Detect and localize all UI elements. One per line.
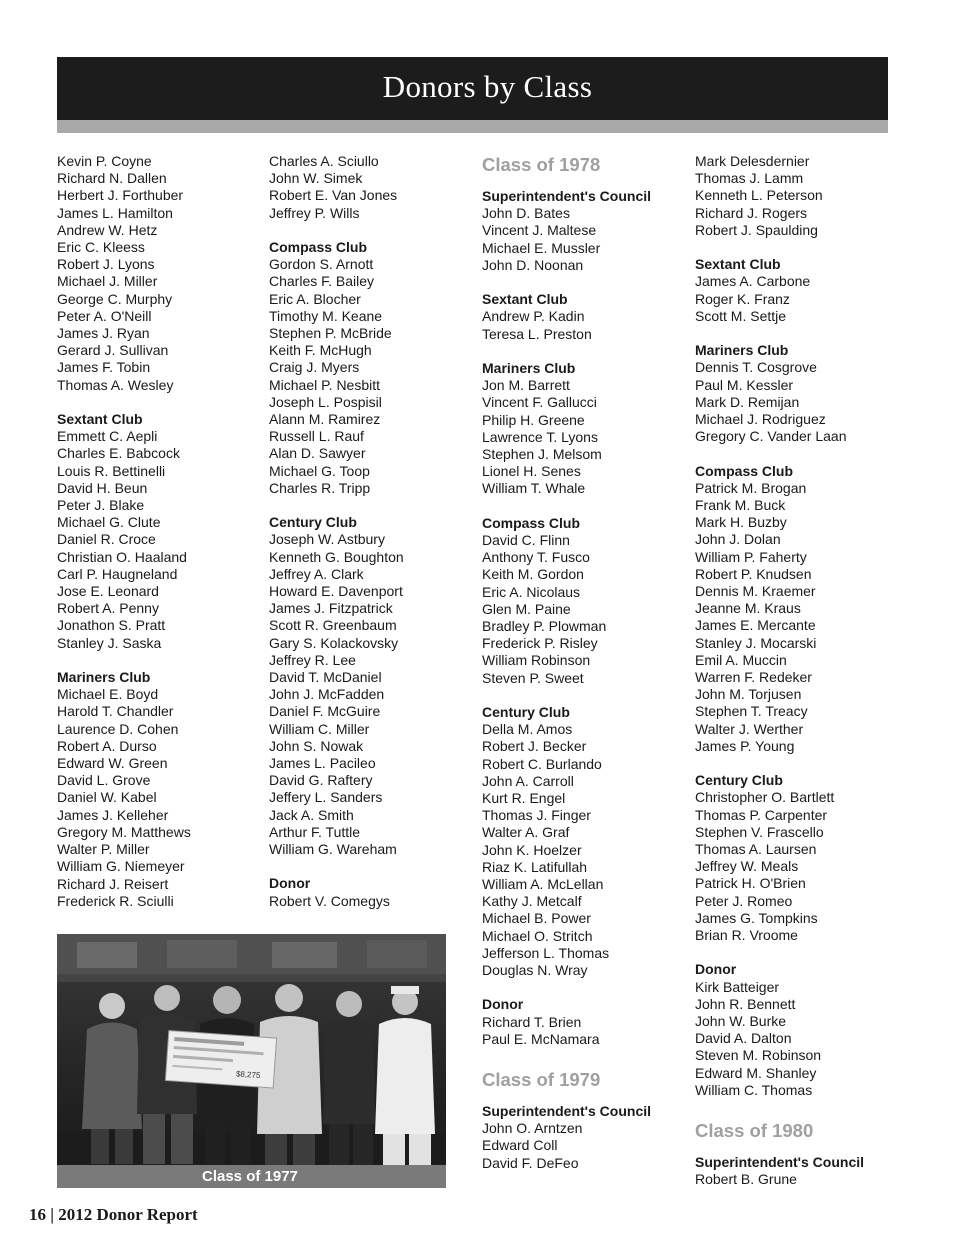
donor-name: Robert V. Comegys — [269, 892, 390, 909]
banner-underline — [57, 120, 888, 133]
donor-name: Edward M. Shanley — [695, 1064, 817, 1081]
donor-name: Robert C. Burlando — [482, 755, 602, 772]
donor-name: Michael E. Mussler — [482, 239, 601, 256]
donor-name: Jeffrey W. Meals — [695, 858, 799, 875]
section-spacer — [482, 979, 687, 996]
donor-name: Michael B. Power — [482, 910, 591, 927]
donor-name: John O. Arntzen — [482, 1120, 583, 1137]
donor-name: Dennis T. Cosgrove — [695, 359, 817, 376]
donor-name: Charles E. Babcock — [57, 445, 180, 462]
donor-name: Warren F. Redeker — [695, 669, 812, 686]
donor-name: Paul M. Kessler — [695, 376, 794, 393]
donor-name: Patrick M. Brogan — [695, 479, 807, 496]
donor-name: Robert J. Spaulding — [695, 221, 818, 238]
section-spacer — [269, 222, 474, 239]
section-spacer — [695, 325, 900, 342]
section-spacer — [482, 274, 687, 291]
donor-name: Scott M. Settje — [695, 307, 787, 324]
donor-column-2 — [269, 153, 474, 910]
donor-name: Eric C. Kleess — [57, 239, 145, 256]
donor-name: Brian R. Vroome — [695, 927, 798, 944]
section-spacer — [57, 652, 262, 669]
donor-name: James E. Mercante — [695, 617, 816, 634]
donor-name: William Robinson — [482, 652, 591, 669]
donor-name: Robert J. Becker — [482, 738, 587, 755]
donor-name: Daniel F. McGuire — [269, 703, 381, 720]
donor-name: David L. Grove — [57, 772, 151, 789]
class-spacer — [482, 1048, 687, 1068]
check-amount: $8,275 — [235, 1069, 261, 1081]
donor-name: Joseph L. Pospisil — [269, 393, 382, 410]
donor-name: Richard T. Brien — [482, 1013, 582, 1030]
donor-name: William A. McLellan — [482, 876, 604, 893]
donor-name: Michael O. Stritch — [482, 927, 593, 944]
donor-name: Anthony T. Fusco — [482, 549, 590, 566]
donor-name: David G. Raftery — [269, 772, 373, 789]
donor-name: Andrew P. Kadin — [482, 308, 585, 325]
donor-name: Edward Coll — [482, 1137, 558, 1154]
donor-name: Christian O. Haaland — [57, 548, 187, 565]
class-year-heading: Class of 1978 — [482, 154, 601, 175]
donor-name: Robert A. Penny — [57, 600, 159, 617]
donor-name: Arthur F. Tuttle — [269, 823, 361, 840]
donor-name: Gerard J. Sullivan — [57, 342, 169, 359]
giving-level-heading: Compass Club — [269, 239, 368, 255]
donor-name: James G. Tompkins — [695, 909, 818, 926]
donor-name: Alann M. Ramirez — [269, 411, 381, 428]
section-spacer — [57, 394, 262, 411]
class-year-heading: Class of 1979 — [482, 1069, 601, 1091]
donor-name: Frederick P. Risley — [482, 635, 598, 652]
giving-level-heading: Sextant Club — [57, 411, 143, 428]
class-photo — [57, 934, 446, 1188]
donor-name: Thomas A. Wesley — [57, 376, 174, 393]
giving-level-heading: Donor — [482, 996, 524, 1013]
giving-level-heading: Donor — [269, 875, 311, 892]
donor-name: Philip H. Greene — [482, 411, 585, 428]
donor-name: Keith F. McHugh — [269, 342, 372, 359]
section-spacer — [269, 858, 474, 875]
donor-name: Paul E. McNamara — [482, 1030, 600, 1047]
donor-name: Edward W. Green — [57, 755, 168, 772]
donor-name: Walter P. Miller — [57, 841, 150, 858]
donor-name: Thomas A. Laursen — [695, 841, 817, 858]
donor-name: James A. Carbone — [695, 273, 811, 290]
donor-name: Scott R. Greenbaum — [269, 617, 397, 634]
section-spacer — [482, 687, 687, 704]
donor-name: Stanley J. Saska — [57, 634, 162, 651]
donor-name: Stephen J. Melsom — [482, 446, 602, 463]
donor-name: George C. Murphy — [57, 290, 173, 307]
donor-name: Craig J. Myers — [269, 359, 360, 376]
donor-name: John W. Simek — [269, 170, 363, 187]
donor-name: Mark Delesdernier — [695, 153, 810, 169]
donor-name: Jefferson L. Thomas — [482, 944, 610, 961]
giving-level-heading: Superintendent's Council — [482, 188, 652, 204]
donor-name: Alan D. Sawyer — [269, 445, 366, 462]
section-spacer — [695, 944, 900, 961]
donor-name: Vincent F. Gallucci — [482, 394, 597, 411]
donor-name: William G. Wareham — [269, 841, 397, 858]
donor-name: Stephen P. McBride — [269, 325, 392, 342]
donor-name: Glen M. Paine — [482, 600, 571, 617]
donor-name: Gregory C. Vander Laan — [695, 428, 847, 445]
donor-name: John J. Dolan — [695, 531, 781, 548]
donor-name: Walter A. Graf — [482, 824, 570, 841]
donor-name: Richard J. Rogers — [695, 204, 808, 221]
donor-name: John M. Torjusen — [695, 686, 802, 703]
donor-name: John W. Burke — [695, 1013, 787, 1030]
donor-name: William P. Faherty — [695, 548, 807, 565]
donor-name: James J. Kelleher — [57, 806, 169, 823]
page-title: Donors by Class — [382, 69, 593, 104]
donor-name: Lawrence T. Lyons — [482, 428, 598, 445]
group-photo-illustration — [57, 934, 446, 1188]
donor-name: Michael P. Nesbitt — [269, 376, 381, 393]
donor-name: Jeanne M. Kraus — [695, 600, 801, 617]
giving-level-heading: Sextant Club — [482, 291, 568, 308]
giving-level-heading: Century Club — [482, 704, 570, 721]
donor-name: Kathy J. Metcalf — [482, 893, 582, 910]
donor-name: Daniel R. Croce — [57, 531, 156, 548]
donor-name: Dennis M. Kraemer — [695, 583, 816, 600]
donor-name: Kenneth G. Boughton — [269, 548, 404, 565]
donor-name: William G. Niemeyer — [57, 858, 185, 875]
donor-name: Charles F. Bailey — [269, 273, 375, 290]
donor-name: Joseph W. Astbury — [269, 531, 385, 548]
donor-name: David F. DeFeo — [482, 1154, 579, 1171]
donor-name: Kurt R. Engel — [482, 790, 566, 807]
photo-caption: Class of 1977 — [57, 1165, 446, 1188]
donor-name: James J. Ryan — [57, 325, 150, 342]
donor-name: James J. Fitzpatrick — [269, 600, 393, 617]
donor-name: John R. Bennett — [695, 995, 796, 1012]
donor-name: Thomas J. Lamm — [695, 170, 804, 187]
giving-level-heading: Compass Club — [482, 514, 581, 531]
donor-name: Kenneth L. Peterson — [695, 187, 823, 204]
donor-name: James L. Hamilton — [57, 204, 173, 221]
donor-name: Eric A. Nicolaus — [482, 583, 581, 600]
donor-name: Kirk Batteiger — [695, 978, 780, 995]
donor-name: William C. Thomas — [695, 1081, 813, 1098]
donor-name: Teresa L. Preston — [482, 325, 592, 342]
section-spacer — [695, 445, 900, 462]
donor-name: Robert A. Durso — [57, 737, 157, 754]
donor-name: Frederick R. Sciulli — [57, 892, 174, 909]
donor-name: Roger K. Franz — [695, 290, 790, 307]
donor-name: Lionel H. Senes — [482, 463, 581, 480]
donor-name: David T. McDaniel — [269, 669, 382, 686]
donor-name: Thomas P. Carpenter — [695, 806, 828, 823]
donor-name: Gregory M. Matthews — [57, 823, 191, 840]
donor-name: Stephen T. Treacy — [695, 703, 808, 720]
donor-name: Michael J. Miller — [57, 273, 158, 290]
giving-level-heading: Donor — [695, 961, 737, 978]
donor-name: John J. McFadden — [269, 686, 385, 703]
page-banner — [57, 57, 888, 120]
giving-level-heading: Mariners Club — [57, 669, 151, 686]
donor-column-4 — [695, 153, 900, 1189]
donor-name: Robert E. Van Jones — [269, 187, 398, 204]
donor-name: Jonathon S. Pratt — [57, 617, 166, 634]
donor-name: Charles A. Sciullo — [269, 153, 379, 169]
donor-name: Daniel W. Kabel — [57, 789, 157, 806]
donor-name: Michael G. Clute — [57, 514, 161, 531]
section-spacer — [695, 239, 900, 256]
giving-level-heading: Mariners Club — [695, 342, 789, 359]
donor-name: William C. Miller — [269, 720, 370, 737]
donor-name: Steven M. Robinson — [695, 1047, 822, 1064]
giving-level-heading: Mariners Club — [482, 360, 576, 376]
donor-name: Richard J. Reisert — [57, 875, 169, 892]
donor-name: Patrick H. O'Brien — [695, 875, 806, 892]
donor-name: Gary S. Kolackovsky — [269, 634, 399, 651]
giving-level-heading: Sextant Club — [695, 256, 781, 273]
donor-name: Robert J. Lyons — [57, 256, 155, 273]
donor-name: James L. Pacileo — [269, 755, 376, 772]
donor-name: Jeffrey P. Wills — [269, 204, 360, 221]
donor-name: Andrew W. Hetz — [57, 221, 158, 238]
donor-name: Richard N. Dallen — [57, 170, 167, 187]
donor-name: Thomas J. Finger — [482, 807, 591, 824]
section-spacer — [482, 343, 687, 360]
donor-name: Howard E. Davenport — [269, 583, 403, 600]
giving-level-heading: Century Club — [269, 514, 357, 531]
donor-name: Steven P. Sweet — [482, 669, 584, 686]
donor-name: David C. Flinn — [482, 532, 570, 549]
donor-name: John D. Noonan — [482, 256, 584, 273]
donor-name: Jeffrey R. Lee — [269, 651, 356, 668]
class-spacer — [695, 1099, 900, 1119]
giving-level-heading: Superintendent's Council — [695, 1154, 865, 1171]
donor-name: John K. Hoelzer — [482, 841, 582, 858]
donor-name: Timothy M. Keane — [269, 307, 383, 324]
donor-name: Riaz K. Latifullah — [482, 858, 588, 875]
donor-column-1 — [57, 153, 262, 910]
donor-name: Jose E. Leonard — [57, 583, 159, 600]
donor-name: Robert B. Grune — [695, 1171, 797, 1188]
donor-name: Louis R. Bettinelli — [57, 462, 166, 479]
donor-name: Herbert J. Forthuber — [57, 187, 184, 204]
donor-name: Jon M. Barrett — [482, 377, 570, 394]
section-spacer — [269, 497, 474, 514]
donor-name: Robert P. Knudsen — [695, 565, 812, 582]
class-year-heading: Class of 1980 — [695, 1120, 814, 1142]
donor-name: Bradley P. Plowman — [482, 618, 607, 635]
donor-name: Emmett C. Aepli — [57, 428, 158, 445]
donor-name: John S. Nowak — [269, 737, 364, 754]
donor-name: Jeffrey A. Clark — [269, 565, 364, 582]
donor-name: James F. Tobin — [57, 359, 151, 376]
donor-name: Stephen V. Frascello — [695, 823, 824, 840]
donor-name: Michael G. Toop — [269, 462, 370, 479]
donor-name: James P. Young — [695, 737, 795, 754]
donor-name: Della M. Amos — [482, 721, 573, 738]
donor-name: William T. Whale — [482, 480, 586, 497]
section-spacer — [482, 498, 687, 515]
giving-level-heading: Compass Club — [695, 462, 794, 479]
donor-name: John D. Bates — [482, 205, 570, 222]
donor-name: Keith M. Gordon — [482, 566, 584, 583]
donor-name: David A. Dalton — [695, 1030, 792, 1047]
donor-name: David H. Beun — [57, 479, 148, 496]
donor-name: Jack A. Smith — [269, 806, 354, 823]
donor-name: Laurence D. Cohen — [57, 720, 179, 737]
donor-name: Michael J. Rodriguez — [695, 411, 826, 428]
donor-name: Jeffery L. Sanders — [269, 789, 383, 806]
donor-name: Walter J. Werther — [695, 720, 804, 737]
donor-name: Mark H. Buzby — [695, 514, 787, 531]
donor-name: Emil A. Muccin — [695, 651, 787, 668]
page-footer: 16 | 2012 Donor Report — [29, 1205, 198, 1224]
donor-name: Harold T. Chandler — [57, 703, 174, 720]
donor-name: Peter J. Romeo — [695, 892, 793, 909]
donor-column-3 — [482, 153, 687, 1172]
donor-name: Michael E. Boyd — [57, 686, 159, 703]
donor-name: Douglas N. Wray — [482, 962, 588, 979]
giving-level-heading: Century Club — [695, 772, 783, 789]
donor-name: Carl P. Haugneland — [57, 565, 178, 582]
donor-name: Peter J. Blake — [57, 497, 145, 514]
donor-name: Mark D. Remijan — [695, 393, 800, 410]
section-spacer — [695, 755, 900, 772]
donor-name: Vincent J. Maltese — [482, 222, 597, 239]
donor-name: Russell L. Rauf — [269, 428, 364, 445]
giving-level-heading: Superintendent's Council — [482, 1103, 652, 1120]
donor-name: Charles R. Tripp — [269, 479, 371, 496]
donor-name: Gordon S. Arnott — [269, 256, 374, 273]
donor-name: Christopher O. Bartlett — [695, 789, 835, 806]
donor-name: Frank M. Buck — [695, 497, 786, 514]
donor-name: Stanley J. Mocarski — [695, 634, 817, 651]
donor-name: Eric A. Blocher — [269, 290, 361, 307]
donor-name: John A. Carroll — [482, 772, 574, 789]
donor-name: Peter A. O'Neill — [57, 307, 152, 324]
donor-name: Kevin P. Coyne — [57, 153, 152, 169]
